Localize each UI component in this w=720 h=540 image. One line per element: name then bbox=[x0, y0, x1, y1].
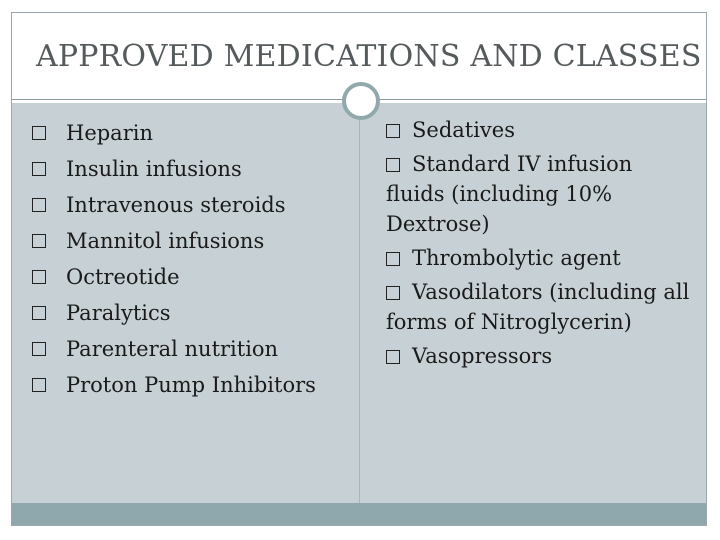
list-item bbox=[32, 367, 352, 403]
list-item bbox=[32, 151, 352, 187]
right-medication-list bbox=[386, 115, 691, 371]
checkbox-square-icon bbox=[32, 198, 46, 212]
slide-title: APPROVED MEDICATIONS AND CLASSES bbox=[36, 39, 702, 74]
checkbox-square-icon bbox=[32, 234, 46, 248]
left-medication-list bbox=[32, 115, 352, 403]
checkbox-square-icon bbox=[32, 306, 46, 320]
slide-frame bbox=[11, 12, 707, 526]
list-item-label: Intravenous steroids bbox=[66, 193, 286, 217]
checkbox-square-icon bbox=[386, 252, 400, 266]
list-item bbox=[32, 223, 352, 259]
list-item-label: Paralytics bbox=[66, 301, 171, 325]
checkbox-square-icon bbox=[386, 124, 400, 138]
footer-bar bbox=[12, 503, 706, 525]
list-item bbox=[386, 149, 691, 239]
column-separator bbox=[359, 103, 360, 503]
list-item bbox=[32, 331, 352, 367]
list-item bbox=[32, 295, 352, 331]
circle-ornament-icon bbox=[342, 82, 380, 120]
list-item-label: Proton Pump Inhibitors bbox=[66, 373, 316, 397]
checkbox-square-icon bbox=[386, 158, 400, 172]
list-item bbox=[32, 259, 352, 295]
list-item bbox=[32, 187, 352, 223]
list-item-label: Vasodilators (including all forms of Nitroglycerin) bbox=[386, 280, 690, 334]
list-item-label: Parenteral nutrition bbox=[66, 337, 279, 361]
checkbox-square-icon bbox=[32, 378, 46, 392]
content-area bbox=[12, 103, 706, 503]
checkbox-square-icon bbox=[32, 342, 46, 356]
right-column bbox=[386, 115, 691, 375]
list-item-label: Vasopressors bbox=[412, 344, 553, 368]
list-item-label: Octreotide bbox=[66, 265, 180, 289]
checkbox-square-icon bbox=[386, 350, 400, 364]
list-item-label: Sedatives bbox=[412, 118, 516, 142]
list-item bbox=[32, 115, 352, 151]
checkbox-square-icon bbox=[32, 162, 46, 176]
list-item-label: Mannitol infusions bbox=[66, 229, 265, 253]
checkbox-square-icon bbox=[32, 126, 46, 140]
list-item bbox=[386, 277, 691, 337]
list-item bbox=[386, 115, 691, 145]
checkbox-square-icon bbox=[386, 286, 400, 300]
checkbox-square-icon bbox=[32, 270, 46, 284]
list-item-label: Insulin infusions bbox=[66, 157, 242, 181]
list-item bbox=[386, 341, 691, 371]
left-column bbox=[32, 115, 352, 403]
list-item bbox=[386, 243, 691, 273]
list-item-label: Thrombolytic agent bbox=[412, 246, 621, 270]
list-item-label: Standard IV infusion fluids (including 10% Dextrose) bbox=[386, 152, 633, 236]
list-item-label: Heparin bbox=[66, 121, 153, 145]
